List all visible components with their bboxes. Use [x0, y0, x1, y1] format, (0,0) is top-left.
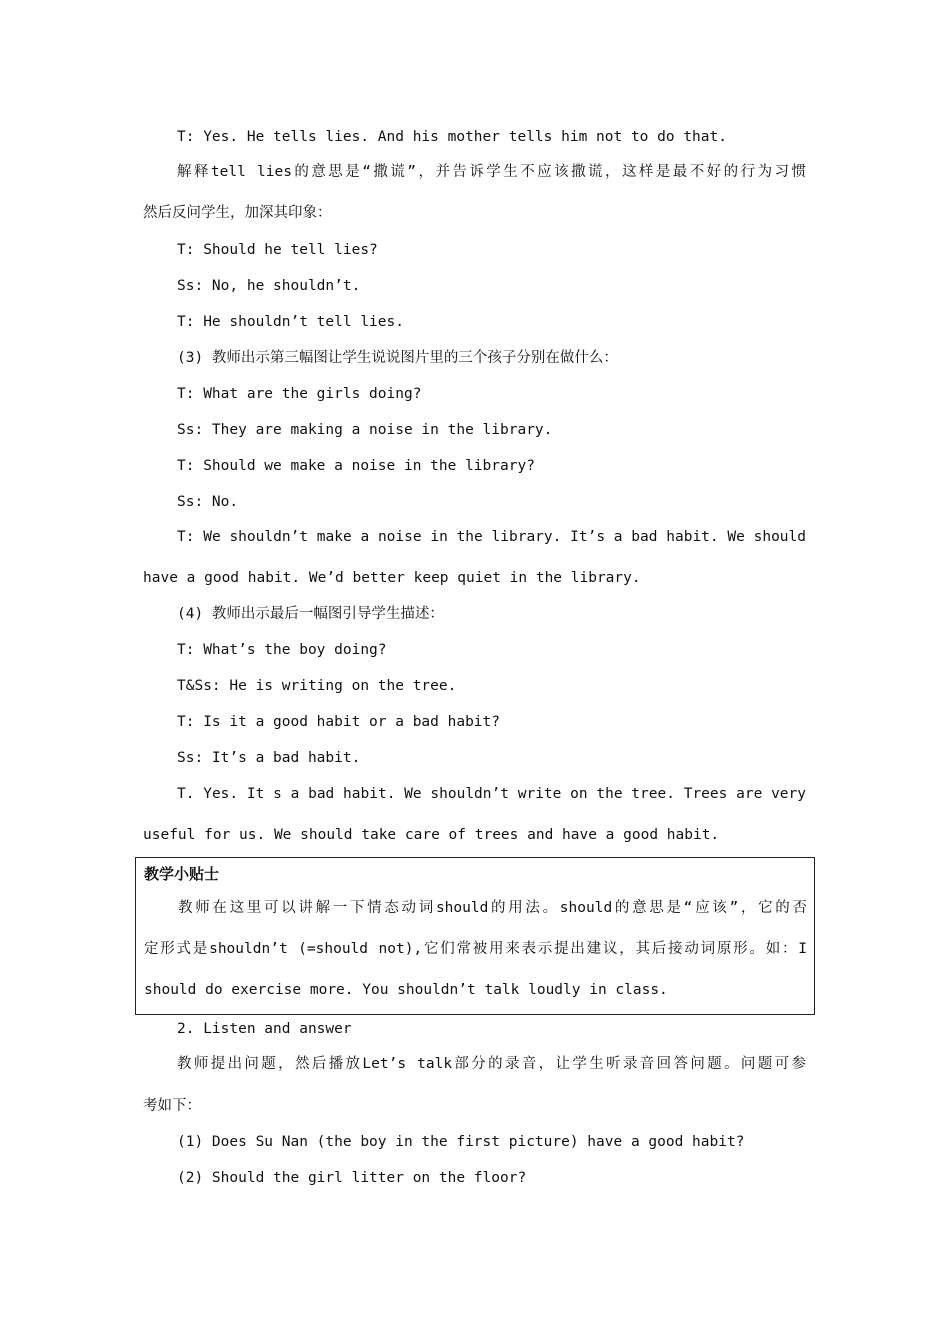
- dialogue-line: T: Should he tell lies?: [177, 242, 378, 258]
- dialogue-line: Ss: No, he shouldn’t.: [177, 278, 361, 294]
- dialogue-line: T: What’s the boy doing?: [177, 642, 387, 658]
- dialogue-line: T&Ss: He is writing on the tree.: [177, 678, 457, 694]
- dialogue-line: T: Should we make a noise in the library?: [177, 458, 535, 474]
- dialogue-line-continued: useful for us. We should take care of trees and have a good habit.: [143, 827, 720, 843]
- dialogue-line: T: Yes. He tells lies. And his mother tells him not to do that.: [177, 129, 727, 145]
- dialogue-line-continued: have a good habit. We’d better keep quiet in the library.: [143, 570, 641, 586]
- tip-title: 教学小贴士: [144, 865, 220, 883]
- dialogue-line: T: We shouldn’t make a noise in the library. It’s a bad habit. We should: [177, 529, 806, 545]
- question-item: (2) Should the girl litter on the floor?: [177, 1170, 527, 1186]
- dialogue-line: Ss: They are making a noise in the library.: [177, 422, 553, 438]
- teaching-tip-box: [135, 857, 815, 1015]
- step-heading: (4) 教师出示最后一幅图引导学生描述：: [177, 606, 444, 622]
- dialogue-line: T: Is it a good habit or a bad habit?: [177, 714, 501, 730]
- tip-paragraph: 教师在这里可以讲解一下情态动词should的用法。should的意思是“应该”，它的否: [178, 900, 807, 916]
- instruction-paragraph: 解释tell lies的意思是“撒谎”，并告诉学生不应该撒谎，这样是最不好的行为习惯: [177, 164, 806, 180]
- instruction-paragraph-continued: 然后反问学生，加深其印象：: [143, 205, 332, 221]
- step-heading: (3) 教师出示第三幅图让学生说说图片里的三个孩子分别在做什么：: [177, 350, 618, 366]
- instruction-paragraph-continued: 考如下：: [143, 1098, 201, 1114]
- dialogue-line: Ss: No.: [177, 494, 239, 510]
- dialogue-line: T. Yes. It s a bad habit. We shouldn’t write on the tree. Trees are very: [177, 786, 806, 802]
- dialogue-line: Ss: It’s a bad habit.: [177, 750, 361, 766]
- dialogue-line: T: He shouldn’t tell lies.: [177, 314, 404, 330]
- instruction-paragraph: 教师提出问题，然后播放Let’s talk部分的录音，让学生听录音回答问题。问题可参: [177, 1056, 806, 1072]
- question-item: (1) Does Su Nan (the boy in the first picture) have a good habit?: [177, 1134, 745, 1150]
- tip-paragraph-continued: should do exercise more. You shouldn’t talk loudly in class.: [144, 982, 668, 998]
- section-heading: 2. Listen and answer: [177, 1021, 352, 1037]
- tip-paragraph-continued: 定形式是shouldn’t (=should not),它们常被用来表示提出建议，其后接动词原形。如：I: [144, 941, 807, 957]
- dialogue-line: T: What are the girls doing?: [177, 386, 422, 402]
